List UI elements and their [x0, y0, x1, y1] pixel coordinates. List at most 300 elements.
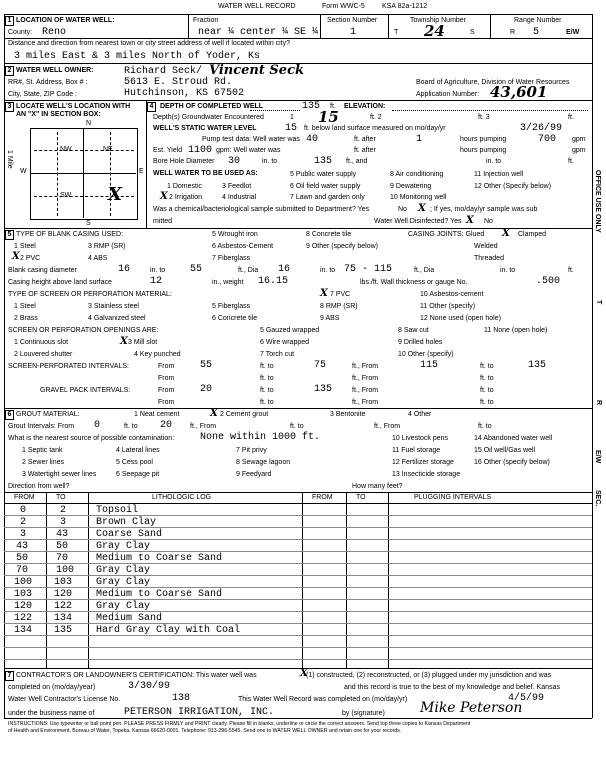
src-feedyard: 9 Feedyard	[236, 471, 272, 478]
src-abandoned: 14 Abandoned water well	[474, 435, 553, 442]
disinfected-mark: X	[466, 215, 474, 226]
log-to-header: TO	[56, 494, 66, 501]
log-from-header-2: FROM	[312, 494, 333, 501]
perf-from: From	[158, 363, 175, 370]
src-privy: 7 Pit privy	[236, 447, 267, 454]
row-line	[4, 611, 592, 612]
openings-label: SCREEN OR PERFORATION OPENINGS ARE:	[8, 327, 159, 334]
divider	[4, 718, 592, 719]
chem-no: No	[398, 206, 407, 213]
mitted-label: mitted	[153, 218, 173, 225]
src-lagoon: 8 Sewage lagoon	[236, 459, 291, 466]
county-value: Reno	[42, 27, 67, 38]
wall-label: lbs./ft. Wall thickness or gauge No.	[360, 279, 468, 286]
log-col	[388, 492, 389, 668]
west-label: W	[20, 168, 27, 175]
pump-after: ft. after	[354, 136, 376, 143]
use-lawn: 7 Lawn and garden only	[290, 194, 365, 201]
grout-mark: X	[210, 408, 218, 419]
open-louvered: 2 Louvered shutter	[14, 351, 73, 358]
log-row-desc: Gray Clay	[96, 601, 151, 612]
row-line	[4, 575, 592, 576]
contam-label: What is the nearest source of possible contamination:	[8, 435, 175, 442]
log-col	[346, 492, 347, 668]
signature-label: by (signature)	[342, 710, 385, 717]
log-row-desc: Medium to Coarse Sand	[96, 553, 223, 564]
log-row-desc: Medium Sand	[96, 613, 163, 624]
depth-label: DEPTH OF COMPLETED WELL	[160, 103, 264, 110]
divider	[4, 503, 592, 504]
mill-slot-mark: X	[120, 336, 128, 347]
fraction-value: near ¼ center ¼ SE ¼	[198, 27, 319, 38]
gravel-to: ft. to	[260, 387, 274, 394]
screen-galvanized: 4 Galvanized steel	[88, 315, 146, 322]
license-value: 138	[172, 693, 191, 704]
completed-value: 3/30/99	[128, 681, 171, 692]
open-other: 10 Other (specify)	[398, 351, 454, 358]
log-row-from: 120	[14, 601, 33, 612]
owner-label: WATER WELL OWNER:	[16, 67, 94, 74]
log-row-from: 100	[14, 577, 33, 588]
src-insecticide: 13 Insecticide storage	[392, 471, 461, 478]
casing-label: TYPE OF BLANK CASING USED:	[16, 231, 123, 238]
divider	[4, 492, 592, 493]
casing-wrought: 5 Wrought iron	[212, 231, 258, 238]
row-line	[4, 539, 592, 540]
gravel-ftfrom-row2: ft., From	[352, 399, 379, 406]
fill-line	[250, 110, 300, 111]
grout-to-2: ft. to	[290, 423, 304, 430]
diameter-to-1: 55	[190, 264, 203, 275]
gw-value: 15	[318, 108, 339, 126]
log-row-to: 70	[56, 553, 69, 564]
log-row-to: 2	[60, 505, 67, 516]
howmany-label: How many feet?	[352, 483, 403, 490]
log-row-desc: Hard Gray Clay with Coal	[96, 625, 241, 636]
form-title: WATER WELL RECORD	[218, 3, 296, 10]
joints-label: CASING JOINTS: Glued	[408, 231, 485, 238]
screen-other: 11 Other (specify)	[420, 303, 476, 310]
casing-steel: 1 Steel	[14, 243, 36, 250]
s-letter: S	[470, 29, 475, 36]
range-label: Range Number	[514, 17, 562, 24]
welded-label: Welded	[474, 243, 498, 250]
screen-rmp: 8 RMP (SR)	[320, 303, 358, 310]
section-6-number: 6	[5, 410, 14, 420]
row-line	[4, 527, 592, 528]
t-letter: T	[394, 29, 399, 36]
cert-label: CONTRACTOR'S OR LANDOWNER'S CERTIFICATION: This water well was	[16, 672, 257, 679]
grout-ftfrom: ft., From	[190, 423, 217, 430]
section-5-number: 5	[5, 230, 14, 240]
gpm-label-2: gpm	[572, 147, 586, 154]
casing-other: 9 Other (specify below)	[306, 243, 378, 250]
section-7-number: 7	[5, 671, 14, 681]
clamped-label: Clamped	[518, 231, 547, 238]
divider	[320, 14, 321, 38]
use-domestic: 1 Domestic	[167, 183, 203, 190]
divider	[388, 14, 389, 38]
threaded-label: Threaded	[474, 255, 504, 262]
static-date: 3/26/99	[520, 123, 563, 134]
row-line	[4, 587, 592, 588]
perf-from-row2: From	[158, 375, 175, 382]
north-label: N	[86, 120, 92, 127]
divider	[4, 100, 592, 101]
ft-dia: ft., Dia	[238, 267, 259, 274]
perf-to-b: ft. to	[480, 363, 494, 370]
screen-brass: 2 Brass	[14, 315, 38, 322]
log-row-from: 0	[20, 505, 27, 516]
use-industrial: 4 Industrial	[222, 194, 257, 201]
open-continuous: 1 Continuous slot	[14, 339, 69, 346]
statute-ref: KSA 82a-1212	[382, 3, 428, 10]
src-lateral: 4 Lateral lines	[116, 447, 160, 454]
row-line	[4, 623, 592, 624]
gravel-to-b: ft. to	[480, 387, 494, 394]
yield-value: 1100	[188, 145, 213, 156]
log-row-from: 122	[14, 613, 33, 624]
record-date: 4/5/99	[508, 693, 545, 704]
address-label: RR#, St. Address, Box # :	[8, 79, 88, 86]
log-row-to: 134	[54, 613, 73, 624]
fraction-label: Fraction	[193, 17, 219, 24]
form-right-border	[592, 14, 593, 718]
use-dewatering: 9 Dewatering	[390, 183, 432, 190]
depth-ft: ft.	[330, 103, 336, 110]
contam-value: None within 1000 ft.	[200, 432, 321, 443]
signature: Mike Peterson	[420, 700, 523, 716]
use-label: WELL WATER TO BE USED AS:	[153, 170, 258, 177]
log-row-to: 135	[54, 625, 73, 636]
gw-ft: ft.	[568, 114, 574, 121]
application-value: 43,601	[490, 83, 548, 101]
log-row-to: 103	[54, 577, 73, 588]
log-row-from: 134	[14, 625, 33, 636]
log-row-to: 43	[56, 529, 69, 540]
src-seepage: 6 Seepage pit	[116, 471, 160, 478]
row-line	[4, 635, 592, 636]
completed-label: completed on (mo/day/year)	[8, 684, 96, 691]
casing-pvc: 2 PVC	[20, 255, 41, 262]
gravel-to-row2: ft. to	[260, 399, 274, 406]
sw-label: SW	[60, 192, 72, 199]
log-litho-header: LITHOLOGIC LOG	[152, 494, 212, 501]
yield-after: ft. after	[354, 147, 376, 154]
instructions-2: of Health and Environment, Bureau of Water, Topeka, Kansas 66620-0001. Telephone: 913-296-5545. Send one to WATER WELL OWNER and retain one for your records.	[8, 728, 402, 734]
use-monitoring: 10 Monitoring well	[390, 194, 447, 201]
groundwater-label: Depth(s) Groundwater Encountered	[153, 114, 264, 121]
screen-steel: 1 Steel	[14, 303, 36, 310]
row-line	[4, 563, 592, 564]
pump-gpm-value: 700	[538, 134, 557, 145]
bore-to-value: 135	[314, 156, 333, 167]
section-4-number: 4	[147, 102, 156, 112]
static-label: WELL'S STATIC WATER LEVEL	[153, 125, 257, 132]
bore-and: ft., and	[346, 158, 368, 165]
bore-in-to-2: in. to	[486, 158, 502, 165]
log-row-from: 70	[16, 565, 29, 576]
log-row-to: 100	[56, 565, 75, 576]
perf-to-row2: ft. to	[260, 375, 274, 382]
screen-pvc-mark: X	[320, 288, 328, 299]
owner-value: Richard Seck/	[124, 66, 203, 77]
ft-dia-2: ft., Dia	[414, 267, 435, 274]
cert-label-b: (1) constructed, (2) reconstructed, or (3) plugged under my jurisdiction and was	[306, 672, 552, 679]
side-ew: E/W	[594, 450, 601, 464]
pvc-mark: X	[12, 251, 20, 262]
casing-concrete: 8 Concrete tile	[306, 231, 352, 238]
grout-interval-label: Grout Intervals: From	[8, 423, 75, 430]
screen-abs: 9 ABS	[320, 315, 340, 322]
section-box	[30, 128, 138, 220]
ne-label: NE	[103, 146, 113, 153]
depth-value: 135	[302, 101, 321, 112]
log-row-to: 122	[54, 601, 73, 612]
chem-label: Was a chemical/bacteriological sample submitted to Department? Yes	[153, 206, 370, 213]
divider	[4, 38, 592, 39]
perf-ftfrom-row2: ft., From	[352, 375, 379, 382]
east-label: E	[139, 168, 144, 175]
section-box-hline	[30, 173, 136, 174]
township-value: 24	[424, 22, 445, 40]
location-label: LOCATION OF WATER WELL:	[16, 17, 115, 24]
nw-label: NW	[60, 146, 72, 153]
quarter-hline	[34, 150, 134, 151]
grout-label: GROUT MATERIAL:	[16, 411, 80, 418]
form-number: Form WWC-5	[322, 3, 365, 10]
log-row-desc: Medium to Coarse Sand	[96, 589, 223, 600]
chem-no-mark: X	[418, 203, 426, 214]
bore-in-to: in. to	[262, 158, 278, 165]
gravel-from-row2: From	[158, 399, 175, 406]
diameter-1: 16	[118, 264, 131, 275]
perf-ftfrom: ft., From	[352, 363, 379, 370]
locate-label: LOCATE WELL'S LOCATION WITH	[16, 103, 131, 110]
owner-handwritten: Vincent Seck	[209, 63, 304, 78]
city-value: Hutchinson, KS 67502	[124, 88, 245, 99]
distance-value: 3 miles East & 3 miles North of Yoder, Ks	[14, 51, 261, 62]
county-label: County:	[8, 29, 33, 36]
screen-none: 12 None used (open hole)	[420, 315, 501, 322]
gpm-label: gpm	[572, 136, 586, 143]
township-label: Township Number	[410, 17, 467, 24]
use-oilfield: 6 Oil field water supply	[290, 183, 361, 190]
grout-neat: 1 Neat cement	[134, 411, 180, 418]
well-location-mark: X	[108, 184, 122, 205]
constructed-mark: X	[300, 668, 308, 679]
section-value: 1	[350, 27, 357, 38]
divider	[4, 408, 592, 409]
divider	[490, 14, 491, 38]
mile-label: 1 Mile	[6, 150, 13, 169]
city-label: City, State, ZIP Code :	[8, 91, 77, 98]
grout-to-label: ft. to	[124, 423, 138, 430]
log-col	[46, 492, 47, 668]
weight-label: in., weight	[212, 279, 244, 286]
divider	[4, 668, 592, 669]
log-to-header-2: TO	[356, 494, 366, 501]
side-sec: SEC.	[594, 490, 601, 507]
chem-rest: ; If yes, mo/day/yr sample was sub	[430, 206, 538, 213]
perf-to-1: 75	[314, 360, 327, 371]
wall-value: .500	[536, 276, 561, 287]
log-row-desc: Gray Clay	[96, 541, 151, 552]
divider	[146, 100, 147, 228]
yield-hours: hours pumping	[460, 147, 507, 154]
static-rest: ft. below land surface measured on mo/day/yr	[304, 125, 446, 132]
grout-to-3: ft. to	[478, 423, 492, 430]
gw-1: 1	[290, 114, 294, 121]
business-label: under the business name of	[8, 710, 95, 717]
section-1-number: 1	[5, 16, 14, 26]
license-label: Water Well Contractor's License No.	[8, 696, 121, 703]
log-row-desc: Topsoil	[96, 505, 139, 516]
perf-from-2: 115	[420, 360, 439, 371]
bore-label: Bore Hole Diameter	[153, 158, 215, 165]
record-label: This Water Well Record was completed on (mo/day/yr)	[238, 696, 408, 703]
use-injection: 11 Injection well	[474, 171, 524, 178]
src-sewer: 2 Sewer lines	[22, 459, 65, 466]
src-watertight: 3 Watertight sewer lines	[22, 471, 97, 478]
gravel-tob-row2: ft. to	[480, 399, 494, 406]
open-drilled: 9 Drilled holes	[398, 339, 443, 346]
perf-tob-row2: ft. to	[480, 375, 494, 382]
grout-to: 20	[160, 420, 173, 431]
row-line	[4, 551, 592, 552]
screen-label: TYPE OF SCREEN OR PERFORATION MATERIAL:	[8, 291, 172, 298]
log-row-to: 50	[56, 541, 69, 552]
open-none: 11 None (open hole)	[484, 327, 548, 334]
form-left-border	[4, 14, 5, 718]
open-wire: 6 Wire wrapped	[260, 339, 310, 346]
clamped-mark: X	[502, 228, 510, 239]
gravel-ftfrom: ft., From	[352, 387, 379, 394]
log-from-header: FROM	[14, 494, 35, 501]
height-value: 12	[150, 276, 163, 287]
casing-abs: 4 ABS	[88, 255, 108, 262]
log-row-to: 120	[54, 589, 73, 600]
casing-rmp: 3 RMP (SR)	[88, 243, 126, 250]
static-value: 15	[285, 123, 298, 134]
disinfected-label: Water Well Disinfected? Yes	[374, 218, 462, 225]
r-letter: R	[510, 29, 516, 36]
screen-stainless: 3 Stainless steel	[88, 303, 139, 310]
gw-3: ft. 3	[478, 114, 490, 121]
src-other: 16 Other (specify below)	[474, 459, 550, 466]
ft-2: ft.	[568, 267, 574, 274]
application-label: Application Number:	[416, 91, 480, 98]
log-row-from: 103	[14, 589, 33, 600]
gravel-from-1: 20	[200, 384, 213, 395]
form-top-border	[4, 14, 592, 15]
perforated-label: SCREEN-PERFORATED INTERVALS:	[8, 363, 129, 370]
casing-asbestos: 6 Asbestos-Cement	[212, 243, 274, 250]
row-line	[4, 515, 592, 516]
grout-bentonite: 3 Bentonite	[330, 411, 366, 418]
log-col	[88, 492, 89, 668]
cert-label-2: and this record is true to the best of my knowledge and belief. Kansas	[344, 684, 560, 691]
log-row-to: 3	[60, 517, 67, 528]
yield-gpm: gpm: Well water was	[216, 147, 281, 154]
src-livestock: 10 Livestock pens	[392, 435, 449, 442]
src-oilwell: 15 Oil well/Gas well	[474, 447, 536, 454]
plugging-header: PLUGGING INTERVALS	[414, 494, 492, 501]
open-key: 4 Key punched	[134, 351, 181, 358]
yield-label: Est. Yield	[153, 147, 183, 154]
pump-label: Pump test data: Well water was	[202, 136, 300, 143]
elevation-label: ELEVATION:	[344, 103, 386, 110]
open-torch: 7 Torch cut	[260, 351, 295, 358]
distance-label: Distance and direction from nearest town or city street address of well if located within city?	[8, 40, 291, 47]
src-fertilizer: 12 Fertilizer storage	[392, 459, 454, 466]
height-label: Casing height above land surface	[8, 279, 112, 286]
quarter-vline	[57, 132, 58, 216]
perf-to-2: 135	[528, 360, 547, 371]
in-to-2: in. to	[500, 267, 516, 274]
log-row-from: 50	[16, 553, 29, 564]
gw-2: ft. 2	[370, 114, 382, 121]
log-row-from: 2	[20, 517, 27, 528]
log-row-desc: Coarse Sand	[96, 529, 163, 540]
use-public: 5 Public water supply	[290, 171, 357, 178]
log-row-desc: Brown Clay	[96, 517, 157, 528]
direction-label: Direction from well?	[8, 483, 70, 490]
office-use-label: OFFICE USE ONLY	[594, 170, 601, 233]
src-fuel: 11 Fuel storage	[392, 447, 441, 454]
disinfected-no: No	[484, 218, 493, 225]
log-row-desc: Gray Clay	[96, 577, 151, 588]
log-row-from: 3	[20, 529, 27, 540]
gravel-to-1: 135	[314, 384, 333, 395]
row-line	[4, 647, 592, 648]
src-cess: 5 Cess pool	[116, 459, 153, 466]
irrigation-mark: X	[160, 191, 168, 202]
open-mill: 3 Mill slot	[128, 339, 158, 346]
open-saw: 8 Saw cut	[398, 327, 429, 334]
gravel-label: GRAVEL PACK INTERVALS:	[40, 387, 131, 394]
range-value: 5	[533, 27, 540, 38]
divider	[188, 14, 189, 38]
pump-hours-label: hours pumping	[460, 136, 507, 143]
business-value: PETERSON IRRIGATION, INC.	[124, 707, 275, 718]
diameter-to-2: 75 - 115	[344, 264, 393, 275]
screen-fiberglass: 5 Fiberglass	[212, 303, 251, 310]
open-gauzed: 5 Gauzed wrapped	[260, 327, 320, 334]
gravel-from: From	[158, 387, 175, 394]
section-3-number: 3	[5, 102, 14, 112]
grout-from: 0	[94, 420, 101, 431]
src-septic: 1 Septic tank	[22, 447, 63, 454]
grout-ftfrom-2: ft., From	[374, 423, 401, 430]
screen-pvc: 7 PVC	[330, 291, 351, 298]
section-number-label: Section Number	[327, 17, 378, 24]
grout-cement: 2 Cement grout	[220, 411, 269, 418]
locate-label-2: AN "X" IN SECTION BOX:	[16, 111, 101, 118]
use-air: 8 Air conditioning	[390, 171, 444, 178]
casing-fiberglass: 7 Fiberglass	[212, 255, 251, 262]
address-value: 5613 E. Stroud Rd.	[124, 77, 233, 88]
grout-other: 4 Other	[408, 411, 432, 418]
fill-line	[392, 110, 588, 111]
screen-concrete: 6 Concrete tile	[212, 315, 258, 322]
in-to-b: in. to	[320, 267, 336, 274]
instructions: INSTRUCTIONS: Use typewriter or ball point pen. PLEASE PRESS FIRMLY and PRINT clearly. Please fill in blanks, underline or circle the correct answers. Send top three copies to Kansas Department	[8, 721, 471, 727]
perf-from-1: 55	[200, 360, 213, 371]
section-2-number: 2	[5, 66, 14, 76]
row-line	[4, 599, 592, 600]
diameter-label: Blank casing diameter	[8, 267, 77, 274]
